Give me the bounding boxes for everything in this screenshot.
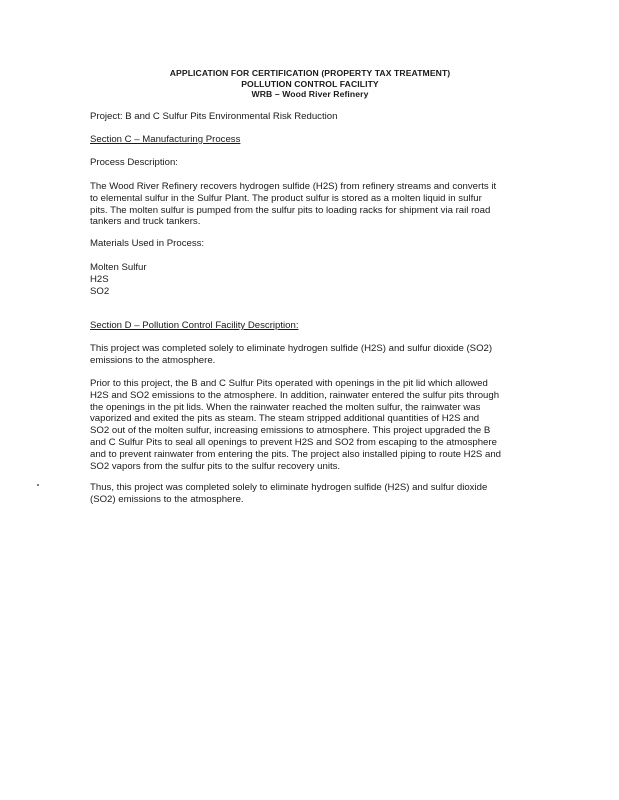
header-refinery: WRB – Wood River Refinery [251, 89, 369, 100]
paragraph-line: to elemental sulfur in the Sulfur Plant. The product sulfur is stored as a molten liquid in sulfur [90, 192, 482, 204]
paragraph-line: H2S and SO2 emissions to the atmosphere. In addition, rainwater entered the sulfur pits through [90, 389, 500, 401]
material-item: Molten Sulfur [90, 262, 147, 273]
paragraph-line: SO2 out of the molten sulfur, increasing emissions to atmosphere. This project upgraded the B [90, 425, 491, 437]
paragraph-line: emissions to the atmosphere. [90, 354, 216, 366]
material-item: SO2 [90, 285, 110, 297]
section-d-heading: Section D – Pollution Control Facility Description: [90, 320, 299, 331]
project-title: Project: B and C Sulfur Pits Environmental Risk Reduction [90, 111, 338, 122]
paragraph-line: and to prevent rainwater from entering the pits. The project also installed piping to route H2S and [90, 448, 501, 460]
scan-speck [37, 484, 39, 486]
paragraph-line: SO2 vapors from the sulfur pits to the sulfur recovery units. [90, 460, 341, 472]
section-c-heading: Section C – Manufacturing Process [90, 134, 241, 145]
header-subtitle: POLLUTION CONTROL FACILITY [241, 78, 379, 89]
paragraph-line: (SO2) emissions to the atmosphere. [90, 493, 244, 505]
paragraph-line: This project was completed solely to eliminate hydrogen sulfide (H2S) and sulfur dioxide (SO2) [90, 343, 493, 354]
process-description-label: Process Description: [90, 157, 178, 168]
paragraph-line: tankers and truck tankers. [90, 216, 201, 228]
paragraph-line: The Wood River Refinery recovers hydrogen sulfide (H2S) from refinery streams and converts it [90, 181, 497, 192]
materials-label: Materials Used in Process: [90, 238, 205, 249]
paragraph-line: Prior to this project, the B and C Sulfur Pits operated with openings in the pit lid which allowed [90, 378, 488, 389]
section-d-paragraph-3 [90, 482, 487, 506]
materials-list [90, 262, 147, 297]
paragraph-line: and C Sulfur Pits to seal all openings to prevent H2S and SO2 from escaping to the atmosphere [90, 436, 497, 448]
header-title: APPLICATION FOR CERTIFICATION (PROPERTY TAX TREATMENT) [169, 68, 451, 78]
paragraph-line: vaporized and exited the pits as steam. The steam stripped additional quantities of H2S and [90, 413, 480, 425]
paragraph-line: the openings in the pit lids. When the rainwater reached the molten sulfur, the rainwater was [90, 401, 481, 413]
document-header [90, 68, 530, 100]
material-item: H2S [90, 273, 109, 285]
section-d-paragraph-2 [90, 378, 501, 472]
process-description-paragraph [90, 181, 496, 228]
section-d-paragraph-1 [90, 343, 492, 367]
paragraph-line: Thus, this project was completed solely to eliminate hydrogen sulfide (H2S) and sulfur dioxide [90, 482, 488, 493]
paragraph-line: pits. The molten sulfur is pumped from the sulfur pits to loading racks for shipment via rail road [90, 204, 491, 216]
